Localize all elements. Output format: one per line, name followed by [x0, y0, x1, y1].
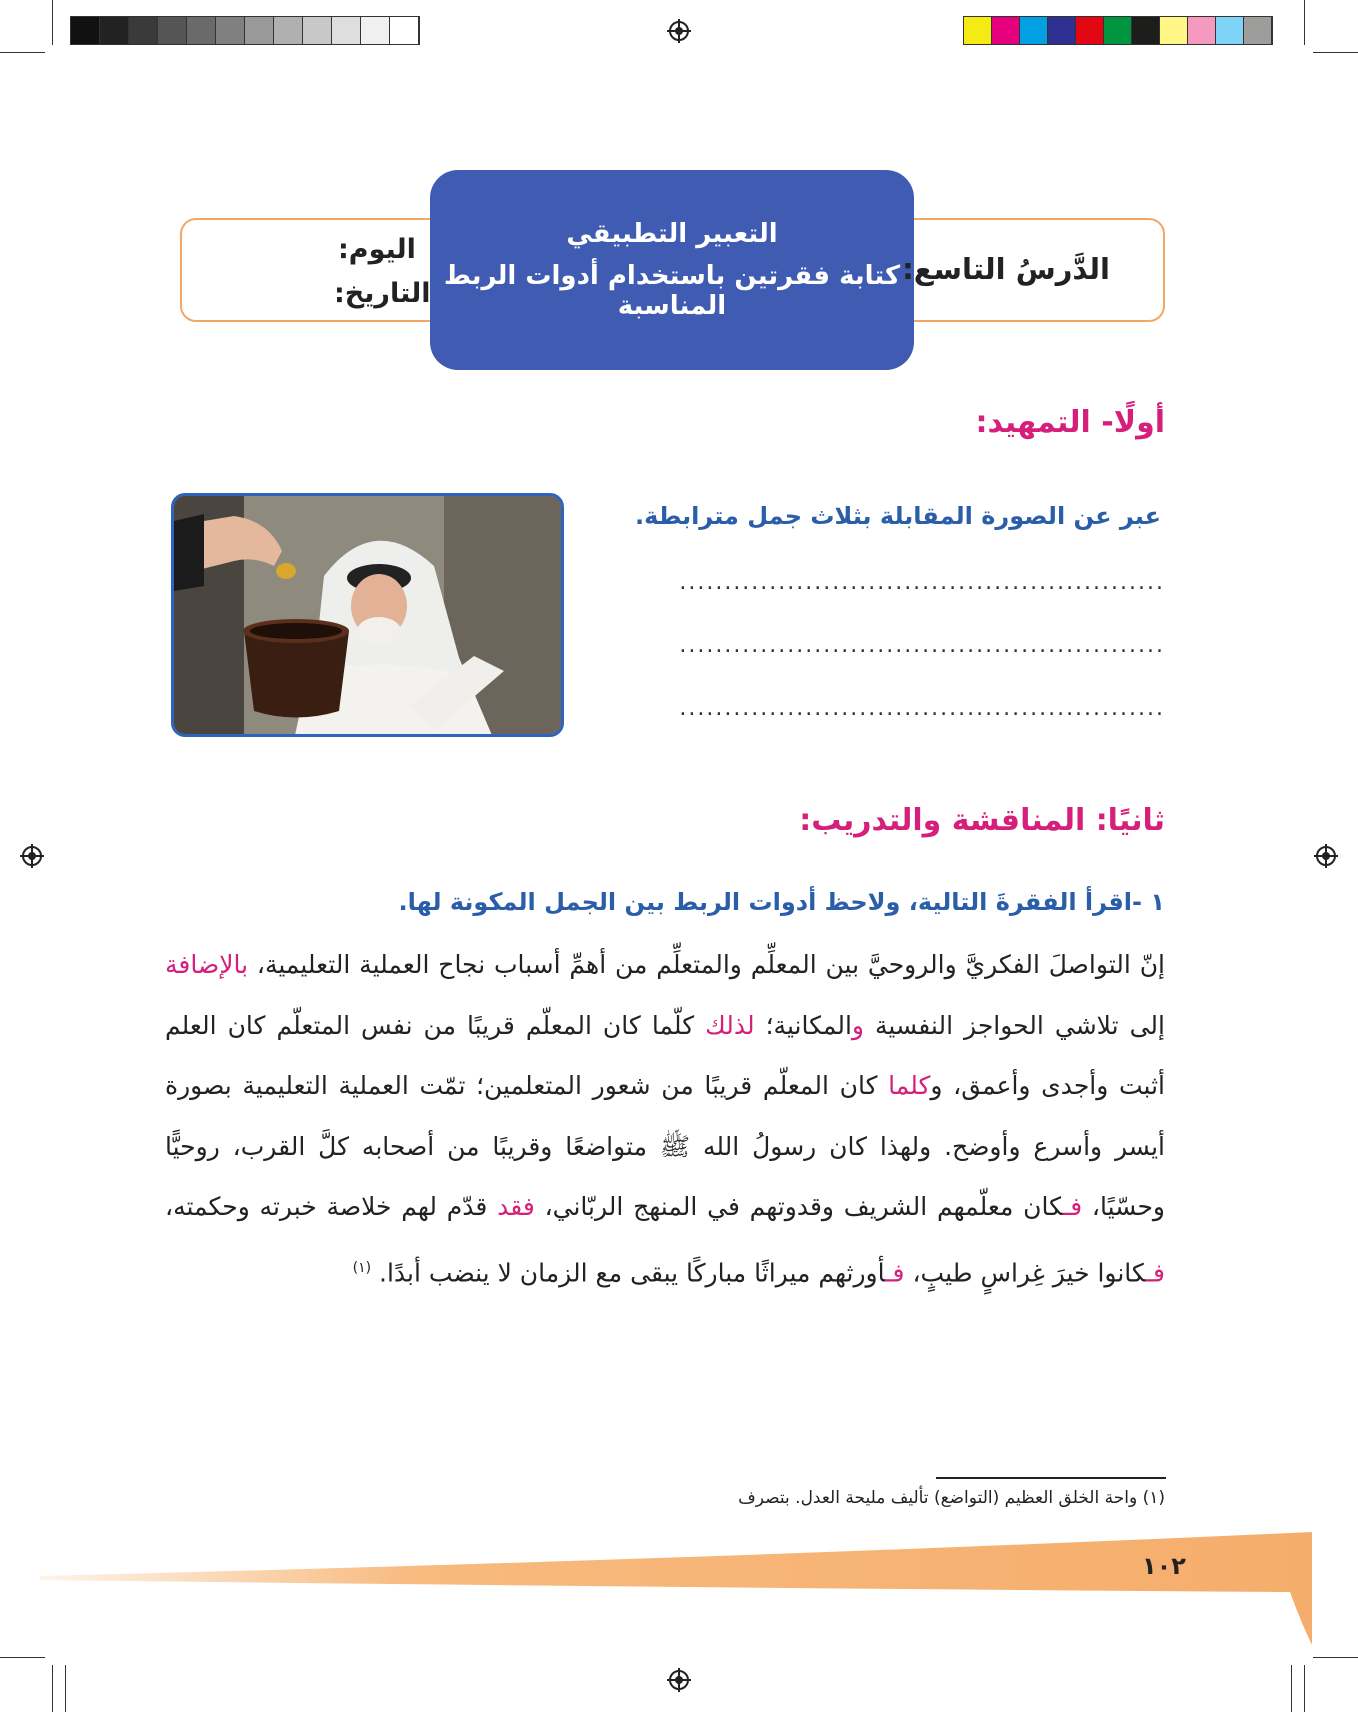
crop-mark	[1304, 1665, 1305, 1712]
crop-mark	[65, 1665, 66, 1712]
crop-mark	[1313, 1657, 1358, 1658]
paragraph-text: كانوا خيرَ غِراسٍ طيبٍ،	[904, 1257, 1146, 1287]
charity-photo	[171, 493, 564, 737]
linking-word: كلما	[888, 1071, 931, 1100]
answer-line[interactable]: ......................................................	[679, 570, 1165, 595]
date-label: التاريخ:	[334, 278, 431, 309]
crop-mark	[52, 1665, 53, 1712]
lesson-title-box	[430, 170, 914, 370]
crop-mark	[0, 1657, 45, 1658]
lesson-number-label: الدَّرسُ التاسع:	[902, 252, 1110, 286]
linking-word: لذلك	[705, 1010, 755, 1040]
registration-mark-icon	[669, 21, 689, 41]
answer-line[interactable]: ......................................................	[679, 633, 1165, 658]
answer-line[interactable]: ......................................................	[679, 696, 1165, 721]
linking-word: بالإضافة	[165, 950, 249, 979]
paragraph-text: إلى تلاشي الحواجز النفسية	[863, 1010, 1165, 1040]
crop-mark	[52, 0, 53, 45]
section1-instruction: عبر عن الصورة المقابلة بثلاث جمل مترابطة.	[635, 502, 1161, 530]
page-footer-band	[0, 1520, 1358, 1645]
crop-mark	[1291, 1665, 1292, 1712]
day-label: اليوم:	[338, 234, 416, 265]
crop-mark	[1304, 0, 1305, 45]
section2-instruction: ١ -اقرأ الفقرةَ التالية، ولاحظ أدوات الربط بين الجمل المكونة لها.	[398, 888, 1165, 916]
linking-word: فـ	[1145, 1257, 1165, 1287]
footnote-divider	[936, 1477, 1166, 1479]
reading-paragraph	[165, 935, 1165, 1303]
crop-mark	[1313, 52, 1358, 53]
lesson-category: التعبير التطبيقي	[566, 219, 778, 249]
paragraph-text: كان المعلّم قريبًا من شعور المتعلمين؛ تمّت العملية التعليمية بصورة أيسر وأسرع وأوضح. ولهذا كان رسولُ الله ﷺ متواضعًا وقريبًا من أصحابه كلَّ القرب، روحيًّا وحسّيًا،	[165, 1071, 1165, 1221]
old-man-receiving-coin-image	[174, 496, 564, 737]
linking-word: فقد	[497, 1192, 535, 1221]
paragraph-text: إنّ التواصلَ الفكريَّ والروحيَّ بين المعلِّم والمتعلِّم من أهمِّ أسباب نجاح العملية التعليمية،	[248, 950, 1165, 979]
linking-word: فـ	[1062, 1192, 1083, 1221]
paragraph-text: المكانية؛	[754, 1010, 852, 1040]
paragraph-text: كلّما كان المعلّم قريبًا من نفس المتعلّم كان العلم أثبت وأجدى وأعمق، و	[165, 1010, 1165, 1100]
lesson-title: كتابة فقرتين باستخدام أدوات الربط المناسبة	[443, 261, 901, 321]
paragraph-text: قدّم لهم خلاصة خبرته وحكمته،	[165, 1192, 498, 1221]
registration-mark-icon	[669, 1670, 689, 1690]
section-title-introduction: أولًا- التمهيد:	[975, 405, 1165, 440]
crop-mark	[0, 52, 45, 53]
section-title-discussion: ثانيًا: المناقشة والتدريب:	[799, 803, 1165, 838]
footnote-text: (١) واحة الخلق العظيم (التواضع) تأليف مليحة العدل. بتصرف	[738, 1488, 1165, 1508]
linking-word: فـ	[885, 1257, 905, 1287]
linking-word: و	[851, 1010, 864, 1040]
color-calibration-strip	[963, 16, 1273, 45]
registration-mark-icon	[22, 846, 42, 866]
registration-mark-icon	[1316, 846, 1336, 866]
paragraph-text: كان معلّمهم الشريف وقدوتهم في المنهج الربّاني،	[534, 1192, 1063, 1221]
page-number: ١٠٢	[1142, 1552, 1186, 1580]
gray-calibration-strip	[70, 16, 420, 45]
footnote-reference: (١)	[352, 1259, 372, 1276]
paragraph-text: أورثهم ميراثًا مباركًا يبقى مع الزمان لا ينضب أبدًا.	[371, 1257, 886, 1287]
